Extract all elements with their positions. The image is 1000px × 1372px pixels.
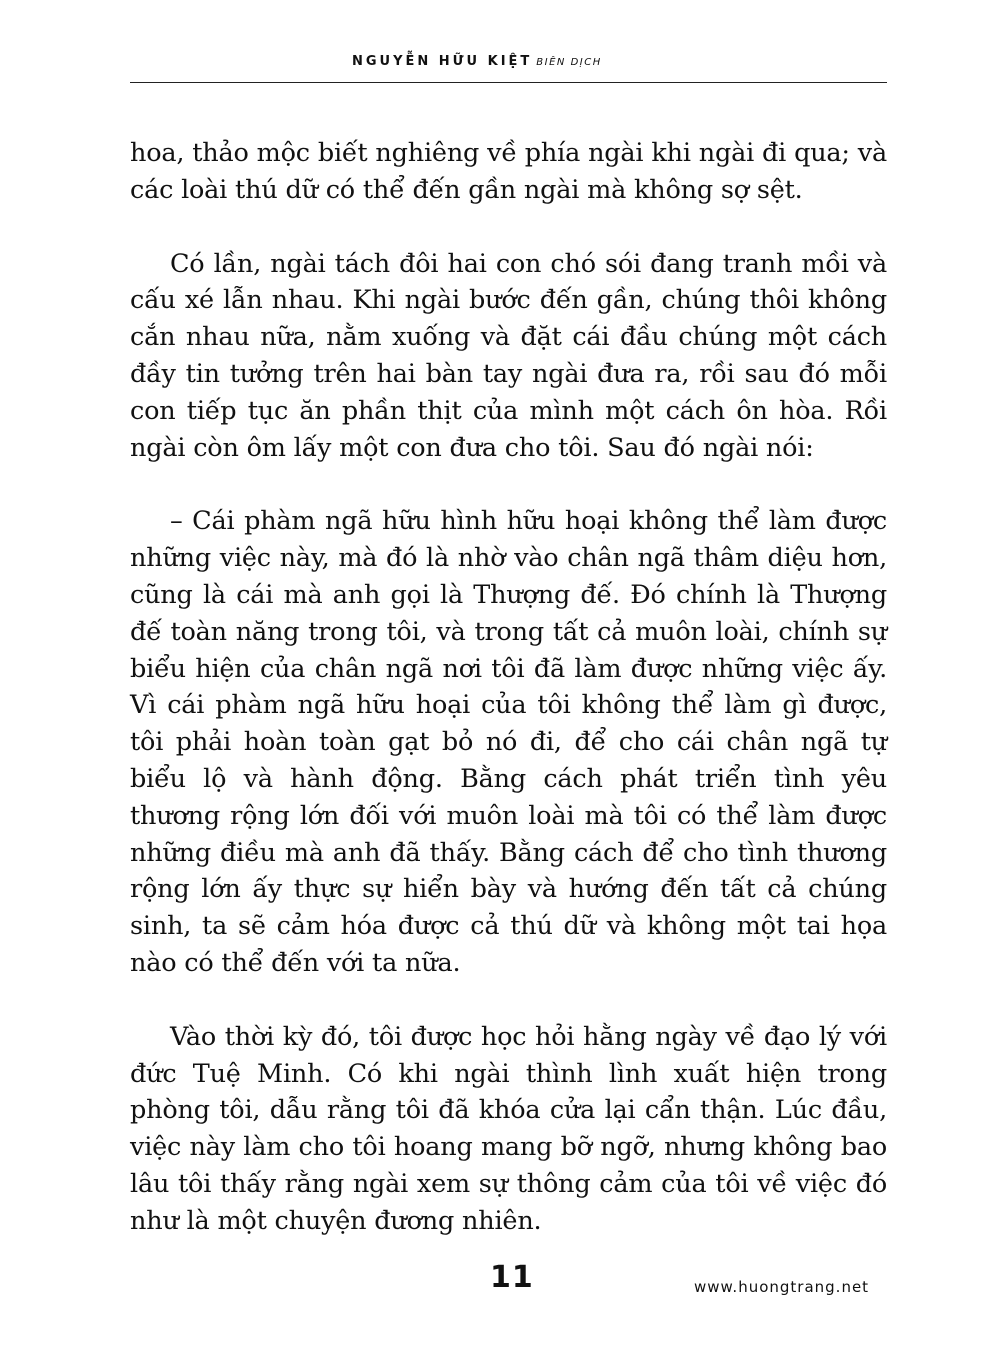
paragraph-quote: – Cái phàm ngã hữu hình hữu hoại không thể làm được những việc này, mà đó là nhờ vào chân ngã thâm diệu hơn, cũng là cái mà anh gọi là Thượng đế. Đó chính là Thượng đế toàn năng trong tôi, và trong tất cả muôn loài, chính sự biểu hiện của chân ngã nơi tôi đã làm được những việc ấy. Vì cái phàm ngã hữu hoại của tôi không thể làm gì được, tôi phải hoàn toàn gạt bỏ nó đi, để cho cái chân ngã tự biểu lộ và hành động. Bằng cách phát triển tình yêu thương rộng lớn đối với muôn loài mà tôi có thể làm được những điều mà anh đã thấy. Bằng cách để cho tình thương rộng lớn ấy thực sự hiển bày và hướng đến tất cả chúng sinh, ta sẽ cảm hóa được cả thú dữ và không một tai họa nào có thể đến với ta nữa. xyxy=(130,506,887,978)
paragraph: Có lần, ngài tách đôi hai con chó sói đang tranh mồi và cấu xé lẫn nhau. Khi ngài bước đến gần, chúng thôi không cắn nhau nữa, nằm xuống và đặt cái đầu chúng một cách đầy tin tưởng trên hai bàn tay ngài đưa ra, rồi sau đó mỗi con tiếp tục ăn phần thịt của mình một cách ôn hòa. Rồi ngài còn ôm lấy một con đưa cho tôi. Sau đó ngài nói: xyxy=(130,248,887,463)
author-name: NGUYỄN HỮU KIỆT xyxy=(352,54,533,69)
paragraph: Vào thời kỳ đó, tôi được học hỏi hằng ngày về đạo lý với đức Tuệ Minh. Có khi ngài thình lình xuất hiện trong phòng tôi, dẫu rằng tôi đã khóa cửa lại cẩn thận. Lúc đầu, việc này làm cho tôi hoang mang bỡ ngỡ, nhưng không bao lâu tôi thấy rằng ngài xem sự thông cảm của tôi về việc đó như là một chuyện đương nhiên. xyxy=(130,1021,887,1236)
paragraph: hoa, thảo mộc biết nghiêng về phía ngài khi ngài đi qua; và các loài thú dữ có thể đến gần ngài mà không sợ sệt. xyxy=(130,138,887,205)
header-title xyxy=(352,54,602,69)
author-role: BIÊN DỊCH xyxy=(536,57,602,68)
page-number: 11 xyxy=(490,1260,534,1295)
running-header xyxy=(130,48,887,83)
page-body xyxy=(130,135,887,1277)
website-url: www.huongtrang.net xyxy=(694,1278,870,1296)
